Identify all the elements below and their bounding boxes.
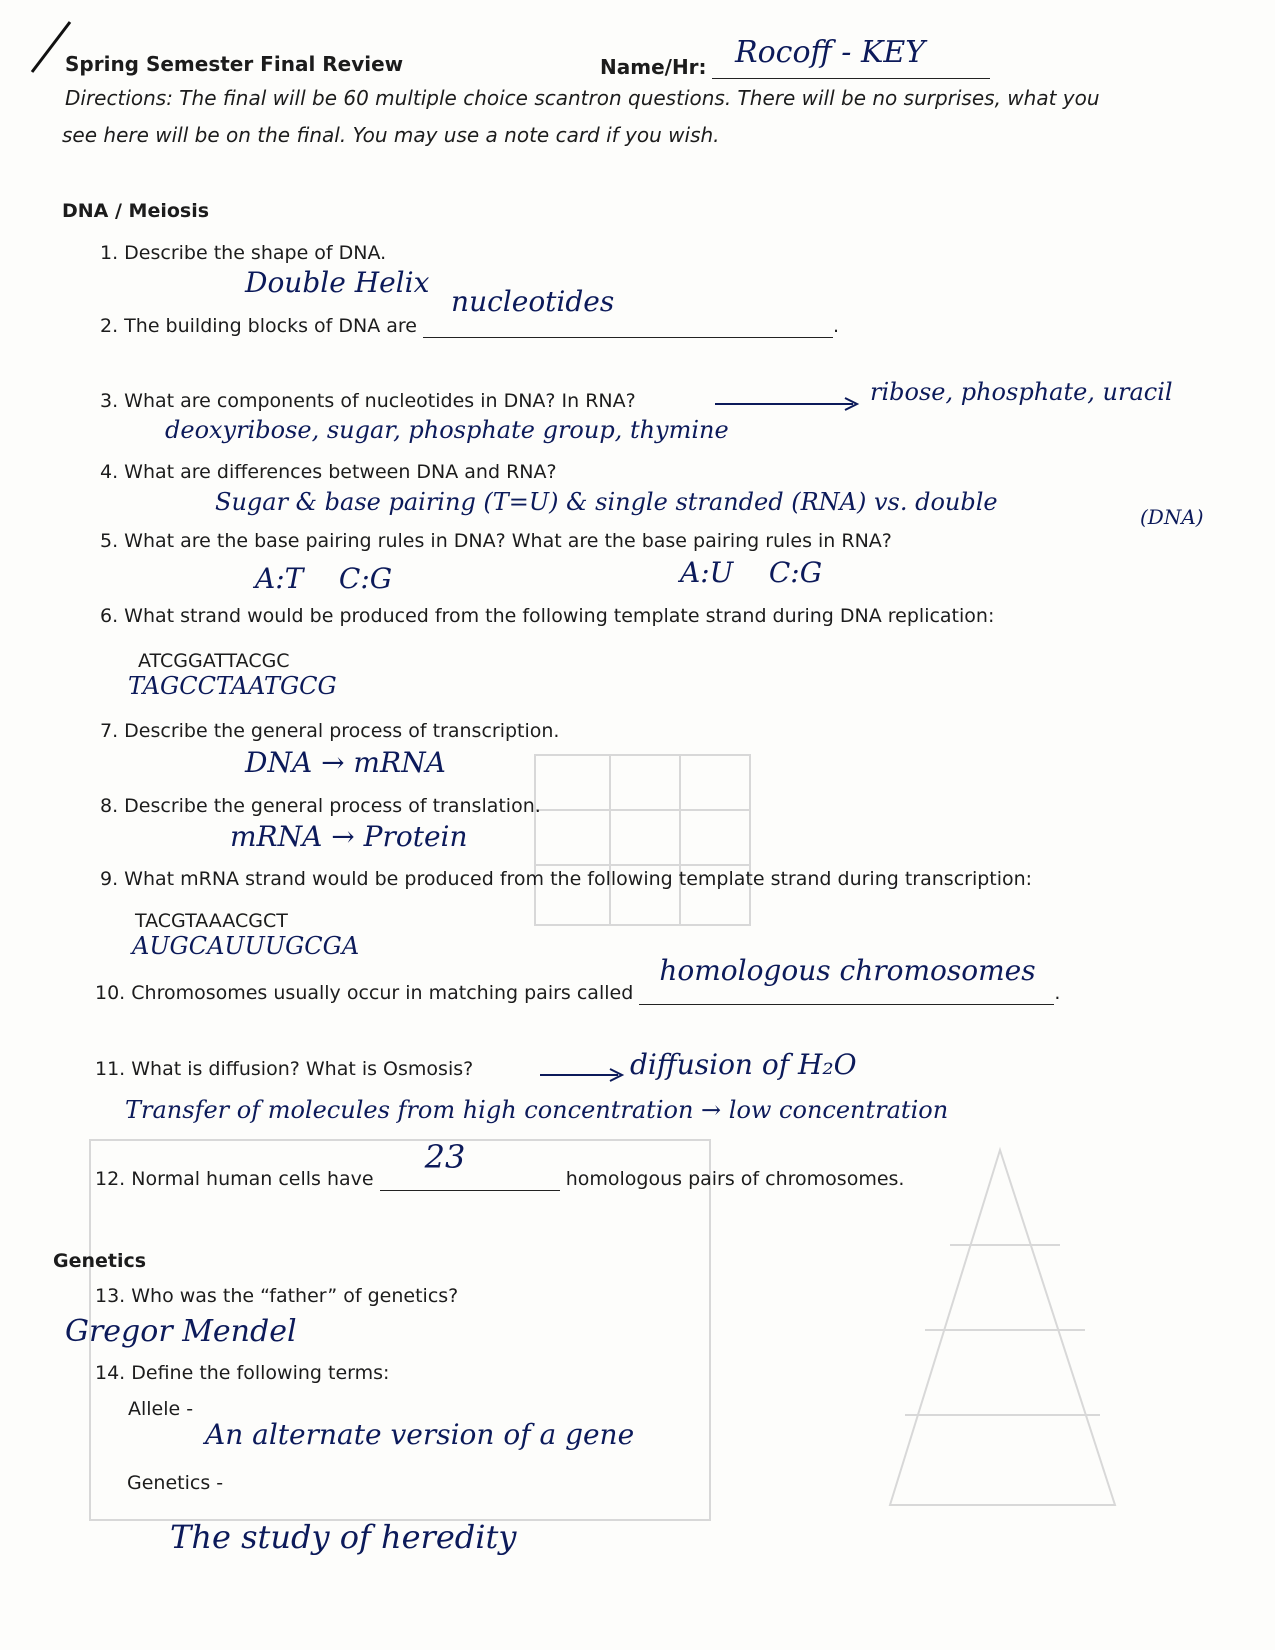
question-13: 13. Who was the “father” of genetics? xyxy=(95,1285,459,1307)
answer-11-diffusion: Transfer of molecules from high concentration → low concentration xyxy=(125,1096,949,1124)
answer-1: Double Helix xyxy=(245,266,430,299)
answer-8: mRNA → Protein xyxy=(230,820,468,853)
question-10 xyxy=(95,954,1061,1005)
question-9: 9. What mRNA strand would be produced from the following template strand during transcription: xyxy=(100,868,1033,890)
arrow-icon xyxy=(540,1065,630,1085)
name-label: Name/Hr: xyxy=(600,55,707,79)
answer-2: nucleotides xyxy=(451,285,615,318)
answer-2-blank xyxy=(423,285,833,338)
answer-13: Gregor Mendel xyxy=(65,1314,297,1349)
ghost-pyramid xyxy=(890,1150,1115,1505)
question-5: 5. What are the base pairing rules in DNA? What are the base pairing rules in RNA? xyxy=(100,530,892,552)
question-7: 7. Describe the general process of transcription. xyxy=(100,720,560,742)
answer-10-blank xyxy=(639,954,1054,1005)
answer-9: AUGCAUUUGCGA xyxy=(132,932,360,960)
question-2-prefix: 2. The building blocks of DNA are xyxy=(100,315,417,337)
genetics-answer: The study of heredity xyxy=(170,1518,517,1556)
directions-line-1: Directions: The final will be 60 multiple choice scantron questions. There will be no surprises, what you xyxy=(65,86,1100,110)
answer-5-dna: A:T C:G xyxy=(255,562,393,595)
ghost-punnett-square xyxy=(535,755,750,925)
allele-answer: An alternate version of a gene xyxy=(205,1418,635,1451)
question-2 xyxy=(100,285,840,338)
question-11: 11. What is diffusion? What is Osmosis? xyxy=(95,1058,474,1080)
directions-line-2: see here will be on the final. You may use a note card if you wish. xyxy=(62,123,720,147)
answer-6: TAGCCTAATGCG xyxy=(128,672,337,700)
answer-3-rna: ribose, phosphate, uracil xyxy=(870,378,1173,406)
answer-4-line-1: Sugar & base pairing (T=U) & single stranded (RNA) vs. double xyxy=(215,488,998,516)
question-12-prefix: 12. Normal human cells have xyxy=(95,1168,374,1190)
allele-label: Allele - xyxy=(128,1398,194,1420)
page-title: Spring Semester Final Review xyxy=(65,52,404,76)
question-10-prefix: 10. Chromosomes usually occur in matching pairs called xyxy=(95,982,634,1004)
question-8: 8. Describe the general process of translation. xyxy=(100,795,541,817)
question-2-suffix: . xyxy=(833,315,840,337)
question-12 xyxy=(95,1138,905,1191)
question-3: 3. What are components of nucleotides in DNA? In RNA? xyxy=(100,390,636,412)
question-4: 4. What are differences between DNA and RNA? xyxy=(100,461,557,483)
question-14: 14. Define the following terms: xyxy=(95,1362,390,1384)
answer-12: 23 xyxy=(424,1138,466,1176)
answer-12-blank xyxy=(380,1138,560,1191)
answer-11-osmosis: diffusion of H₂O xyxy=(630,1048,857,1081)
section-heading-genetics: Genetics xyxy=(53,1250,147,1272)
template-strand-9: TACGTAAACGCT xyxy=(135,910,288,932)
template-strand-6: ATCGGATTACGC xyxy=(138,650,290,672)
answer-10: homologous chromosomes xyxy=(659,954,1036,987)
question-12-suffix: homologous pairs of chromosomes. xyxy=(565,1168,905,1190)
name-underline xyxy=(712,78,990,79)
name-value: Rocoff - KEY xyxy=(735,35,926,70)
question-1: 1. Describe the shape of DNA. xyxy=(100,242,387,264)
question-6: 6. What strand would be produced from the following template strand during DNA replication: xyxy=(100,605,995,627)
question-10-suffix: . xyxy=(1054,982,1061,1004)
genetics-label: Genetics - xyxy=(127,1472,224,1494)
answer-7: DNA → mRNA xyxy=(245,746,446,779)
answer-5-rna: A:U C:G xyxy=(680,556,823,589)
section-heading-dna: DNA / Meiosis xyxy=(62,200,210,222)
answer-3-dna: deoxyribose, sugar, phosphate group, thymine xyxy=(165,416,729,444)
answer-4-line-2: (DNA) xyxy=(1140,505,1204,529)
arrow-icon xyxy=(715,394,865,414)
